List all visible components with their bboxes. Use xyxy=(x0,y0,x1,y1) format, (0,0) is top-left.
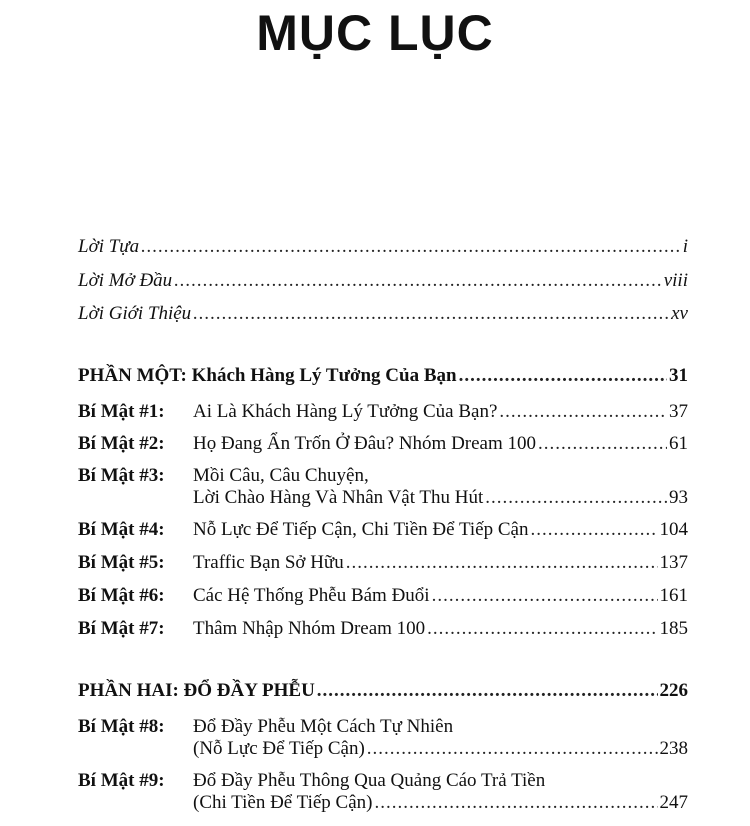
dot-leader xyxy=(174,270,662,292)
secret-label: Bí Mật #7: xyxy=(78,618,165,639)
part-title: PHẦN HAI: ĐỔ ĐẦY PHỄU xyxy=(78,680,315,701)
toc-entry-title: Lời Tựa xyxy=(78,236,140,257)
toc-entry-page: xv xyxy=(671,303,688,324)
toc-entry-page: 93 xyxy=(669,487,688,508)
toc-entry-page: 61 xyxy=(669,433,688,454)
toc-entry-page: 37 xyxy=(669,401,688,422)
dot-leader xyxy=(317,680,658,702)
toc-entry-title: Họ Đang Ẩn Trốn Ở Đâu? Nhóm Dream 100 xyxy=(193,433,537,454)
toc-entry-line-1: Mồi Câu, Câu Chuyện, xyxy=(193,465,369,486)
dot-leader xyxy=(530,519,657,541)
toc-entry-page: 161 xyxy=(659,585,688,606)
toc-entry xyxy=(193,792,688,814)
dot-leader xyxy=(432,585,658,607)
dot-leader xyxy=(193,303,669,325)
dot-leader xyxy=(485,487,667,509)
secret-label: Bí Mật #9: xyxy=(78,770,165,791)
toc-entry-page: 104 xyxy=(659,519,688,540)
toc-entry-title: Thâm Nhập Nhóm Dream 100 xyxy=(193,618,426,639)
dot-leader xyxy=(459,365,667,387)
secret-label: Bí Mật #5: xyxy=(78,552,165,573)
secret-label: Bí Mật #4: xyxy=(78,519,165,540)
toc-entry-loi-gioi-thieu xyxy=(78,303,688,325)
toc-entry-line-1: Đổ Đầy Phễu Thông Qua Quảng Cáo Trả Tiền xyxy=(193,770,546,791)
dot-leader xyxy=(499,401,667,423)
toc-entry-page: i xyxy=(682,236,688,257)
toc-entry xyxy=(193,738,688,760)
toc-entry-title: Ai Là Khách Hàng Lý Tưởng Của Bạn? xyxy=(193,401,498,422)
toc-part-heading xyxy=(78,365,688,387)
dot-leader xyxy=(427,618,657,640)
toc-entry xyxy=(193,519,688,541)
dot-leader xyxy=(346,552,658,574)
toc-entry-title: (Chi Tiền Để Tiếp Cận) xyxy=(193,792,373,813)
part-title: PHẦN MỘT: Khách Hàng Lý Tưởng Của Bạn xyxy=(78,365,457,386)
toc-entry-title: (Nỗ Lực Để Tiếp Cận) xyxy=(193,738,365,759)
dot-leader xyxy=(367,738,658,760)
toc-entry-loi-mo-dau xyxy=(78,270,688,292)
toc-entry-page: 137 xyxy=(659,552,688,573)
toc-entry xyxy=(193,433,688,455)
toc-entry-title: Lời Chào Hàng Và Nhân Vật Thu Hút xyxy=(193,487,484,508)
toc-entry-title: Traffic Bạn Sở Hữu xyxy=(193,552,344,573)
dot-leader xyxy=(374,792,657,814)
toc-part-heading xyxy=(78,680,688,702)
dot-leader xyxy=(538,433,667,455)
secret-label: Bí Mật #1: xyxy=(78,401,165,422)
part-page: 31 xyxy=(669,365,688,386)
secret-label: Bí Mật #3: xyxy=(78,465,165,486)
toc-entry-page: 247 xyxy=(659,792,688,813)
toc-entry xyxy=(193,401,688,423)
page-title: MỤC LỤC xyxy=(256,5,494,61)
secret-label: Bí Mật #2: xyxy=(78,433,165,454)
toc-entry-title: Lời Giới Thiệu xyxy=(78,303,192,324)
secret-label: Bí Mật #8: xyxy=(78,716,165,737)
toc-entry xyxy=(193,487,688,509)
toc-entry-title: Lời Mở Đầu xyxy=(78,270,173,291)
toc-entry-page: viii xyxy=(663,270,688,291)
part-page: 226 xyxy=(659,680,688,701)
toc-entry-line-1: Đổ Đầy Phễu Một Cách Tự Nhiên xyxy=(193,716,454,737)
toc-entry-loi-tua xyxy=(78,236,688,258)
toc-entry-title: Các Hệ Thống Phễu Bám Đuổi xyxy=(193,585,430,606)
toc-entry-page: 185 xyxy=(659,618,688,639)
dot-leader xyxy=(141,236,681,258)
toc-entry xyxy=(193,552,688,574)
toc-entry-page: 238 xyxy=(659,738,688,759)
toc-entry xyxy=(193,618,688,640)
toc-entry xyxy=(193,585,688,607)
toc-entry-title: Nỗ Lực Để Tiếp Cận, Chi Tiền Để Tiếp Cận xyxy=(193,519,529,540)
secret-label: Bí Mật #6: xyxy=(78,585,165,606)
